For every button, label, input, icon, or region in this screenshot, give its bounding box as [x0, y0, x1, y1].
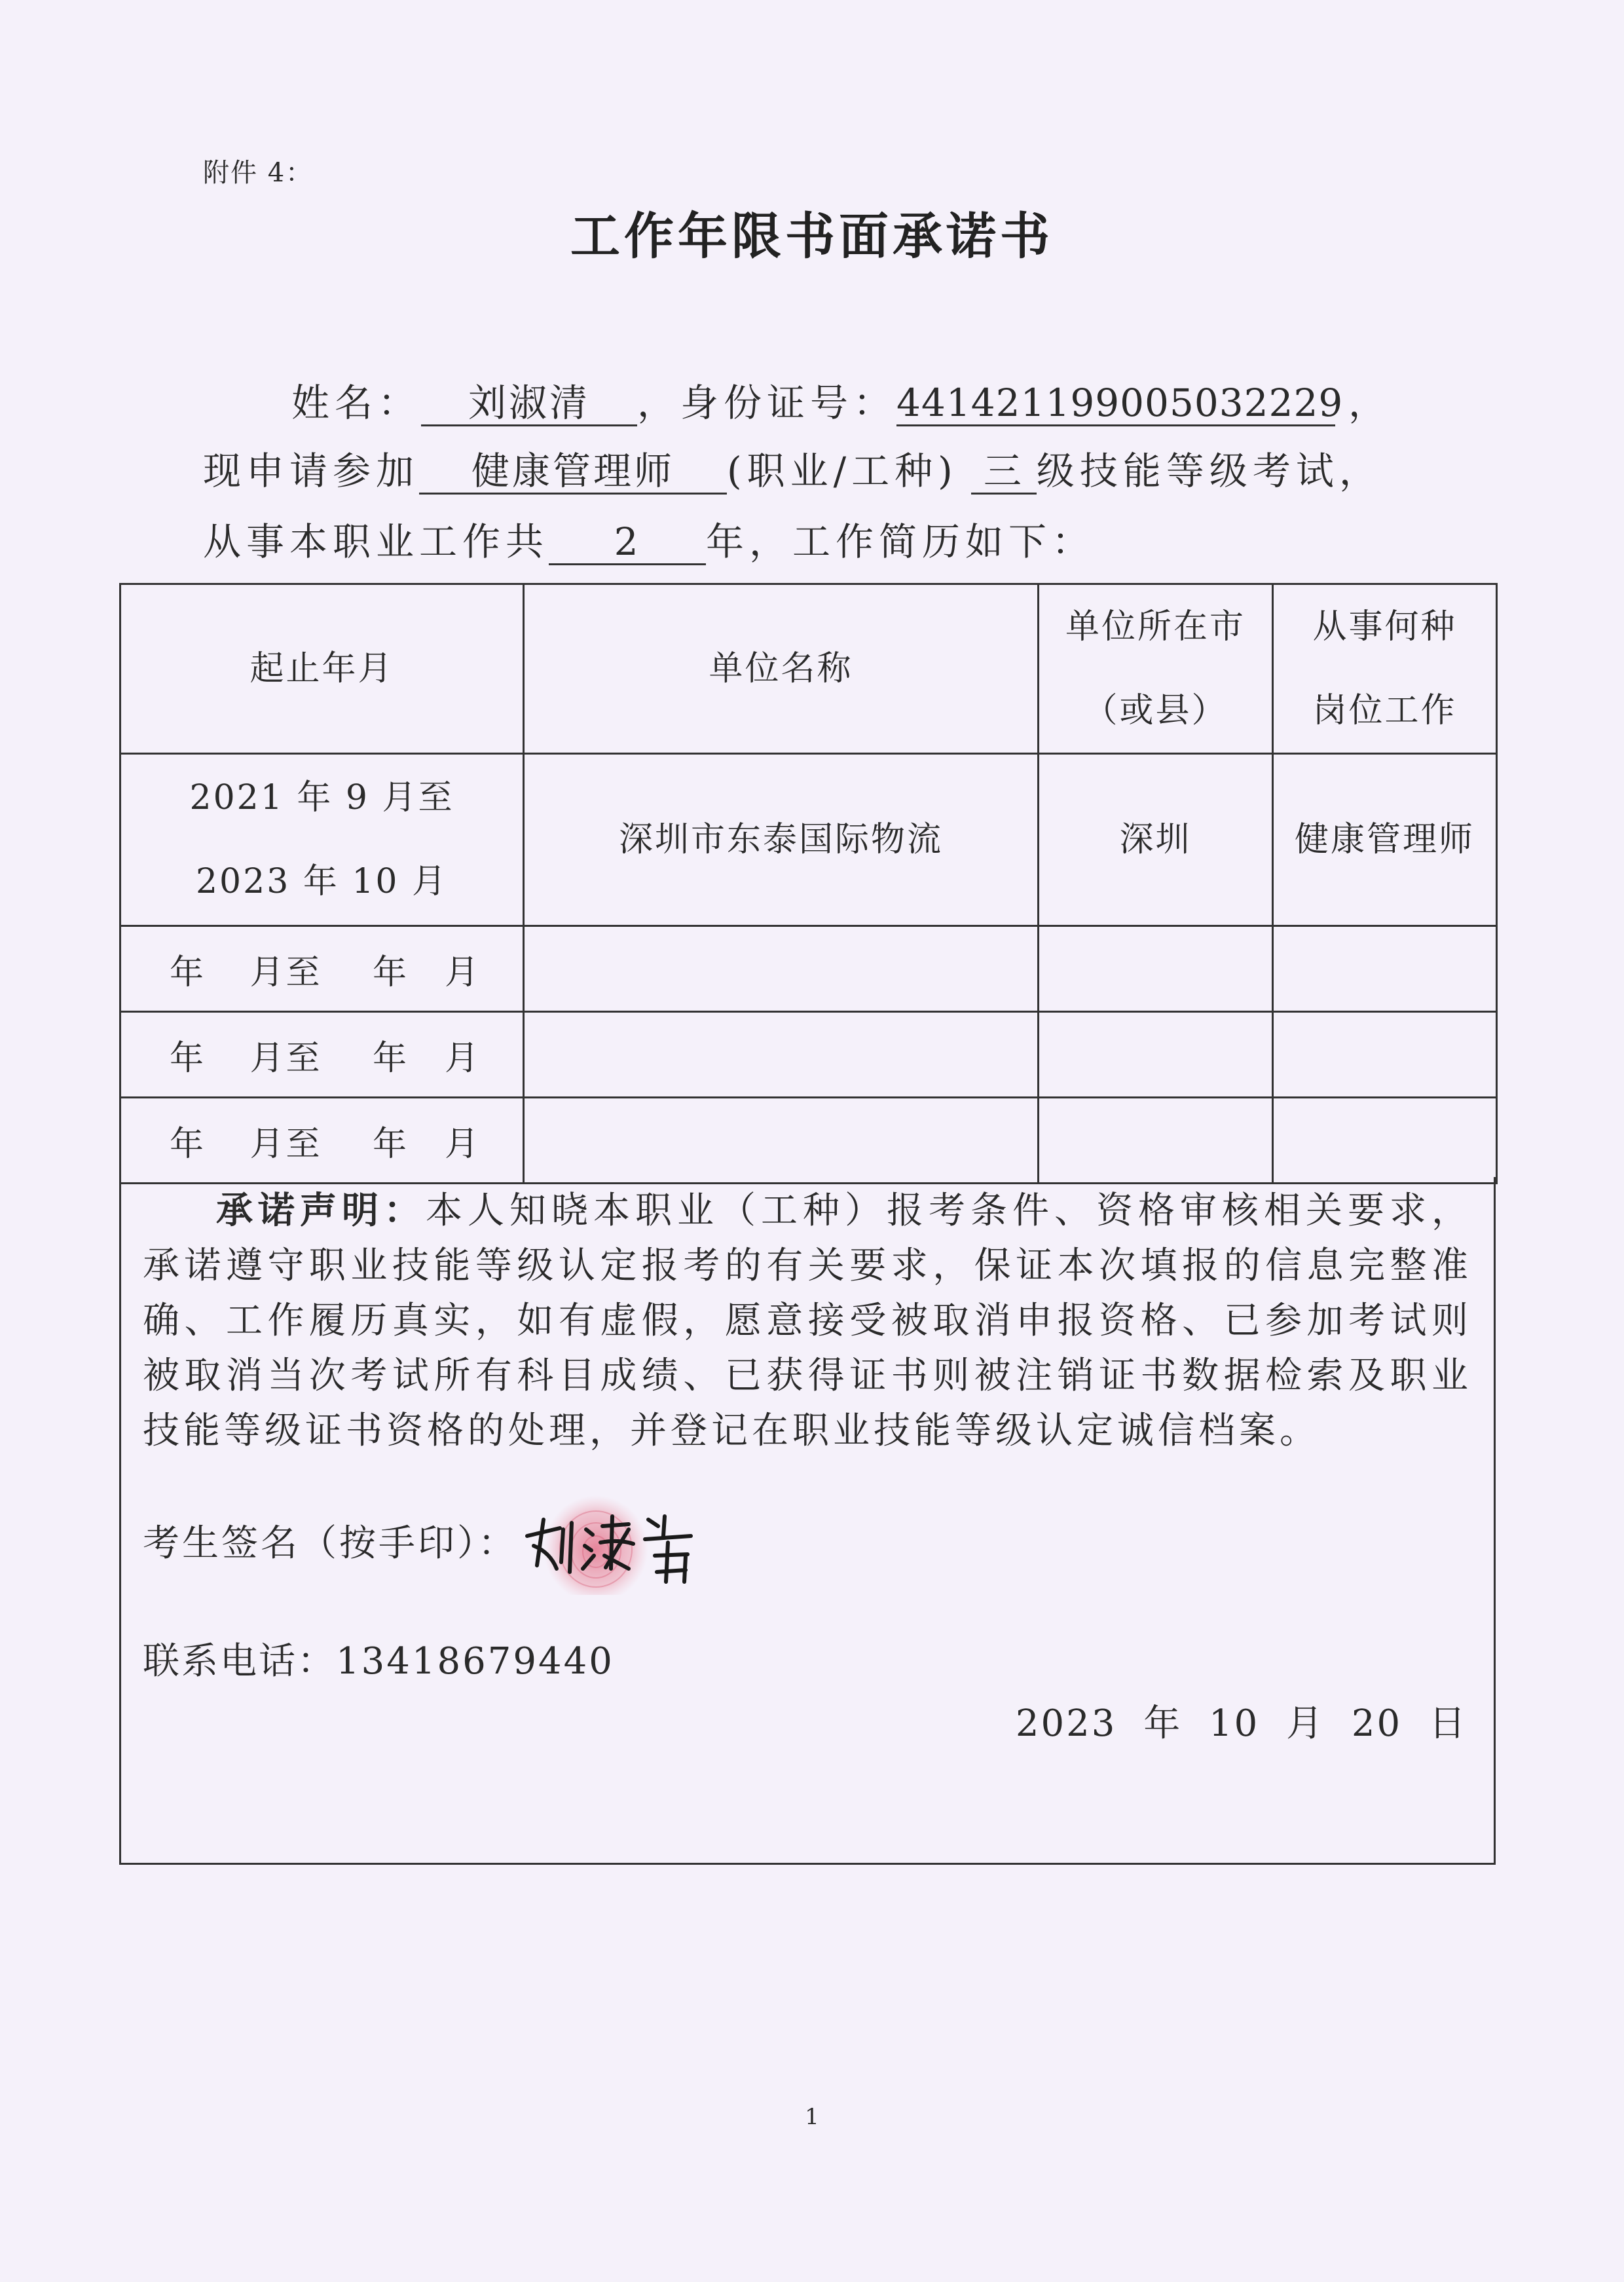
- row4-city: [1039, 1098, 1273, 1184]
- name-value: 刘淑清: [421, 383, 637, 426]
- work-history-table: [119, 583, 1498, 1184]
- id-number-value: 441421199005032229: [896, 381, 1344, 425]
- table-row: [120, 754, 1497, 926]
- row2-unit-name: [524, 926, 1039, 1012]
- document-title: 工作年限书面承诺书: [570, 207, 1054, 265]
- table-header-row: [120, 584, 1497, 754]
- attachment-label: 附件 4：: [203, 158, 314, 188]
- row1-position: 健康管理师: [1273, 754, 1497, 926]
- name-id-line: [291, 372, 1392, 427]
- header-position-line2: 岗位工作: [1312, 691, 1457, 730]
- date-day: 20: [1351, 1702, 1403, 1745]
- row4-year-end: 年: [372, 1124, 409, 1164]
- row2-year-end: 年: [372, 952, 409, 992]
- header-city: [1039, 584, 1273, 754]
- row4-year-start: 年: [169, 1124, 206, 1164]
- row3-month-start: 月至: [249, 1038, 322, 1078]
- row1-period-start: 2021 年 9 月至: [189, 778, 454, 817]
- row2-month-start: 月至: [249, 952, 322, 992]
- row3-position: [1273, 1012, 1497, 1098]
- row1-unit-name: 深圳市东泰国际物流: [524, 754, 1039, 926]
- row2-month-end: 月: [444, 952, 481, 992]
- row4-month-start: 月至: [249, 1124, 322, 1164]
- row1-period-end: 2023 年 10 月: [195, 862, 449, 901]
- apply-prefix: 现申请参加: [203, 449, 420, 493]
- declaration-text: 本人知晓本职业（工种）报考条件、资格审核相关要求，承诺遵守职业技能等级认定报考的有关要求，保证本次填报的信息完整准确、工作履历真实，如有虚假，愿意接受被取消申报资格、已参加考试则被取消当次考试所有科目成绩、已获得证书则被注销证书数据检索及职业技能等级证书资格的处理，并登记在职业技能等级认定诚信档案。: [143, 1189, 1472, 1452]
- signature-label: 考生签名（按手印）：: [143, 1522, 517, 1565]
- row3-city: [1039, 1012, 1273, 1098]
- occupation-value: 健康管理师: [419, 451, 727, 495]
- row3-period: [120, 1012, 524, 1098]
- row3-month-end: 月: [444, 1038, 481, 1078]
- sign-date: [1016, 1694, 1467, 1747]
- years-suffix: 年，工作简历如下：: [706, 519, 1096, 564]
- header-city-line1: 单位所在市: [1065, 607, 1246, 646]
- years-value: 2: [549, 521, 706, 565]
- header-period: 起止年月: [120, 584, 524, 754]
- date-year-unit: 年: [1143, 1702, 1183, 1745]
- row3-year-start: 年: [169, 1038, 206, 1078]
- row2-year-start: 年: [169, 952, 206, 992]
- id-label: ，身份证号：: [637, 381, 897, 425]
- row4-period: [120, 1098, 524, 1184]
- phone-label: 联系电话：: [143, 1640, 336, 1683]
- years-prefix: 从事本职业工作共: [203, 519, 549, 564]
- row3-year-end: 年: [372, 1038, 409, 1078]
- table-row: [120, 1098, 1497, 1184]
- row2-city: [1039, 926, 1273, 1012]
- id-trailing-comma: ，: [1348, 381, 1392, 425]
- row2-position: [1273, 926, 1497, 1012]
- declaration-paragraph: [143, 1184, 1472, 1459]
- page-number: 1: [805, 2104, 819, 2130]
- row4-unit-name: [524, 1098, 1039, 1184]
- declaration-label: 承诺声明：: [216, 1189, 426, 1232]
- date-year: 2023: [1015, 1702, 1117, 1745]
- row4-position: [1273, 1098, 1497, 1184]
- header-unit-name: 单位名称: [524, 584, 1039, 754]
- phone-row: [143, 1632, 614, 1685]
- header-position: [1273, 584, 1497, 754]
- phone-value: 13418679440: [336, 1640, 614, 1683]
- date-month: 10: [1209, 1702, 1260, 1745]
- level-value: 三: [971, 451, 1037, 495]
- occupation-suffix: (职业/工种): [727, 449, 958, 493]
- row4-month-end: 月: [444, 1124, 481, 1164]
- level-suffix: 级技能等级考试，: [1036, 449, 1382, 493]
- name-label: 姓名：: [291, 381, 422, 425]
- row1-period: [120, 754, 524, 926]
- table-row: [120, 926, 1497, 1012]
- declaration-box: [119, 1177, 1496, 1865]
- table-row: [120, 1012, 1497, 1098]
- date-day-unit: 日: [1429, 1702, 1467, 1745]
- signature-fingerprint-image: [514, 1490, 730, 1595]
- header-city-line2: （或县）: [1083, 691, 1228, 730]
- row1-city: 深圳: [1039, 754, 1273, 926]
- header-position-line1: 从事何种: [1312, 607, 1457, 646]
- row3-unit-name: [524, 1012, 1039, 1098]
- row2-period: [120, 926, 524, 1012]
- application-line: [203, 440, 1382, 495]
- years-line: [203, 511, 1095, 566]
- date-month-unit: 月: [1286, 1702, 1325, 1745]
